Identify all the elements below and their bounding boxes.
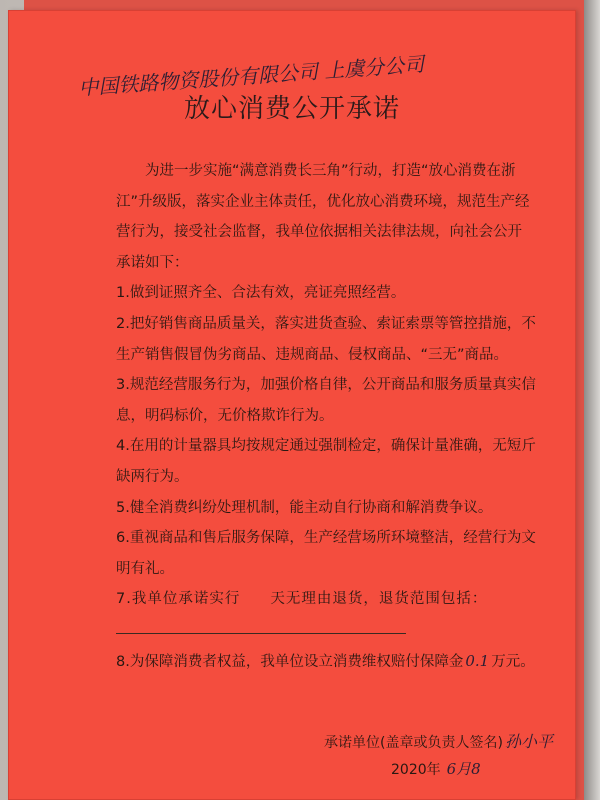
- item7-prefix: 7.我单位承诺实行: [116, 591, 241, 608]
- commitment-item-6: 6.重视商品和售后服务保障，生产经营场所环境整洁，经营行为文明有礼。: [116, 530, 536, 577]
- commitment-item-4: 4.在用的计量器具均按规定通过强制检定，确保计量准确，无短斤缺两行为。: [116, 438, 536, 485]
- commitment-item-1: 1.做到证照齐全、合法有效，亮证亮照经营。: [116, 285, 406, 302]
- item8-prefix: 8.为保障消费者权益，我单位设立消费维权赔付保障金: [116, 653, 464, 670]
- date-handwritten: 6月8: [446, 760, 481, 778]
- date-printed: 2020年: [391, 762, 441, 778]
- item8-suffix: 万元。: [491, 653, 535, 670]
- commitment-paper: [8, 10, 576, 800]
- handwritten-signature: 孙小平: [504, 732, 553, 751]
- intro-paragraph: 为进一步实施“满意消费长三角”行动，打造“放心消费在浙江”升级版，落实企业主体责任，优化放心消费环境，规范生产经营行为，接受社会监督，我单位依据相关法律法规，向社会公开承诺如下：: [116, 163, 530, 271]
- commitment-item-5: 5.健全消费纠纷处理机制，能主动自行协商和解消费争议。: [116, 499, 493, 516]
- document-body: [116, 156, 536, 677]
- return-scope-blank-line: [116, 619, 406, 634]
- guarantee-amount-handwritten: 0.1: [465, 651, 490, 670]
- signature-row: [324, 729, 553, 752]
- handwritten-company-name: 中国铁路物资股份有限公司 上虞分公司: [77, 51, 425, 101]
- commitment-item-2: 2.把好销售商品质量关，落实进货查验、索证索票等管控措施，不生产销售假冒伪劣商品、违规商品、侵权商品、“三无”商品。: [116, 315, 536, 363]
- commitment-item-3: 3.规范经营服务行为，加强价格自律，公开商品和服务质量真实信息，明码标价，无价格欺诈行为。: [116, 377, 536, 424]
- commitment-item-7: [116, 584, 536, 645]
- signature-label: 承诺单位(盖章或负责人签名): [324, 735, 503, 751]
- document-title: 放心消费公开承诺: [183, 94, 400, 124]
- item7-suffix: 天无理由退货，退货范围包括：: [270, 591, 488, 608]
- commitment-item-8: [116, 646, 536, 678]
- table-edge: [584, 0, 600, 800]
- date-row: [391, 758, 481, 779]
